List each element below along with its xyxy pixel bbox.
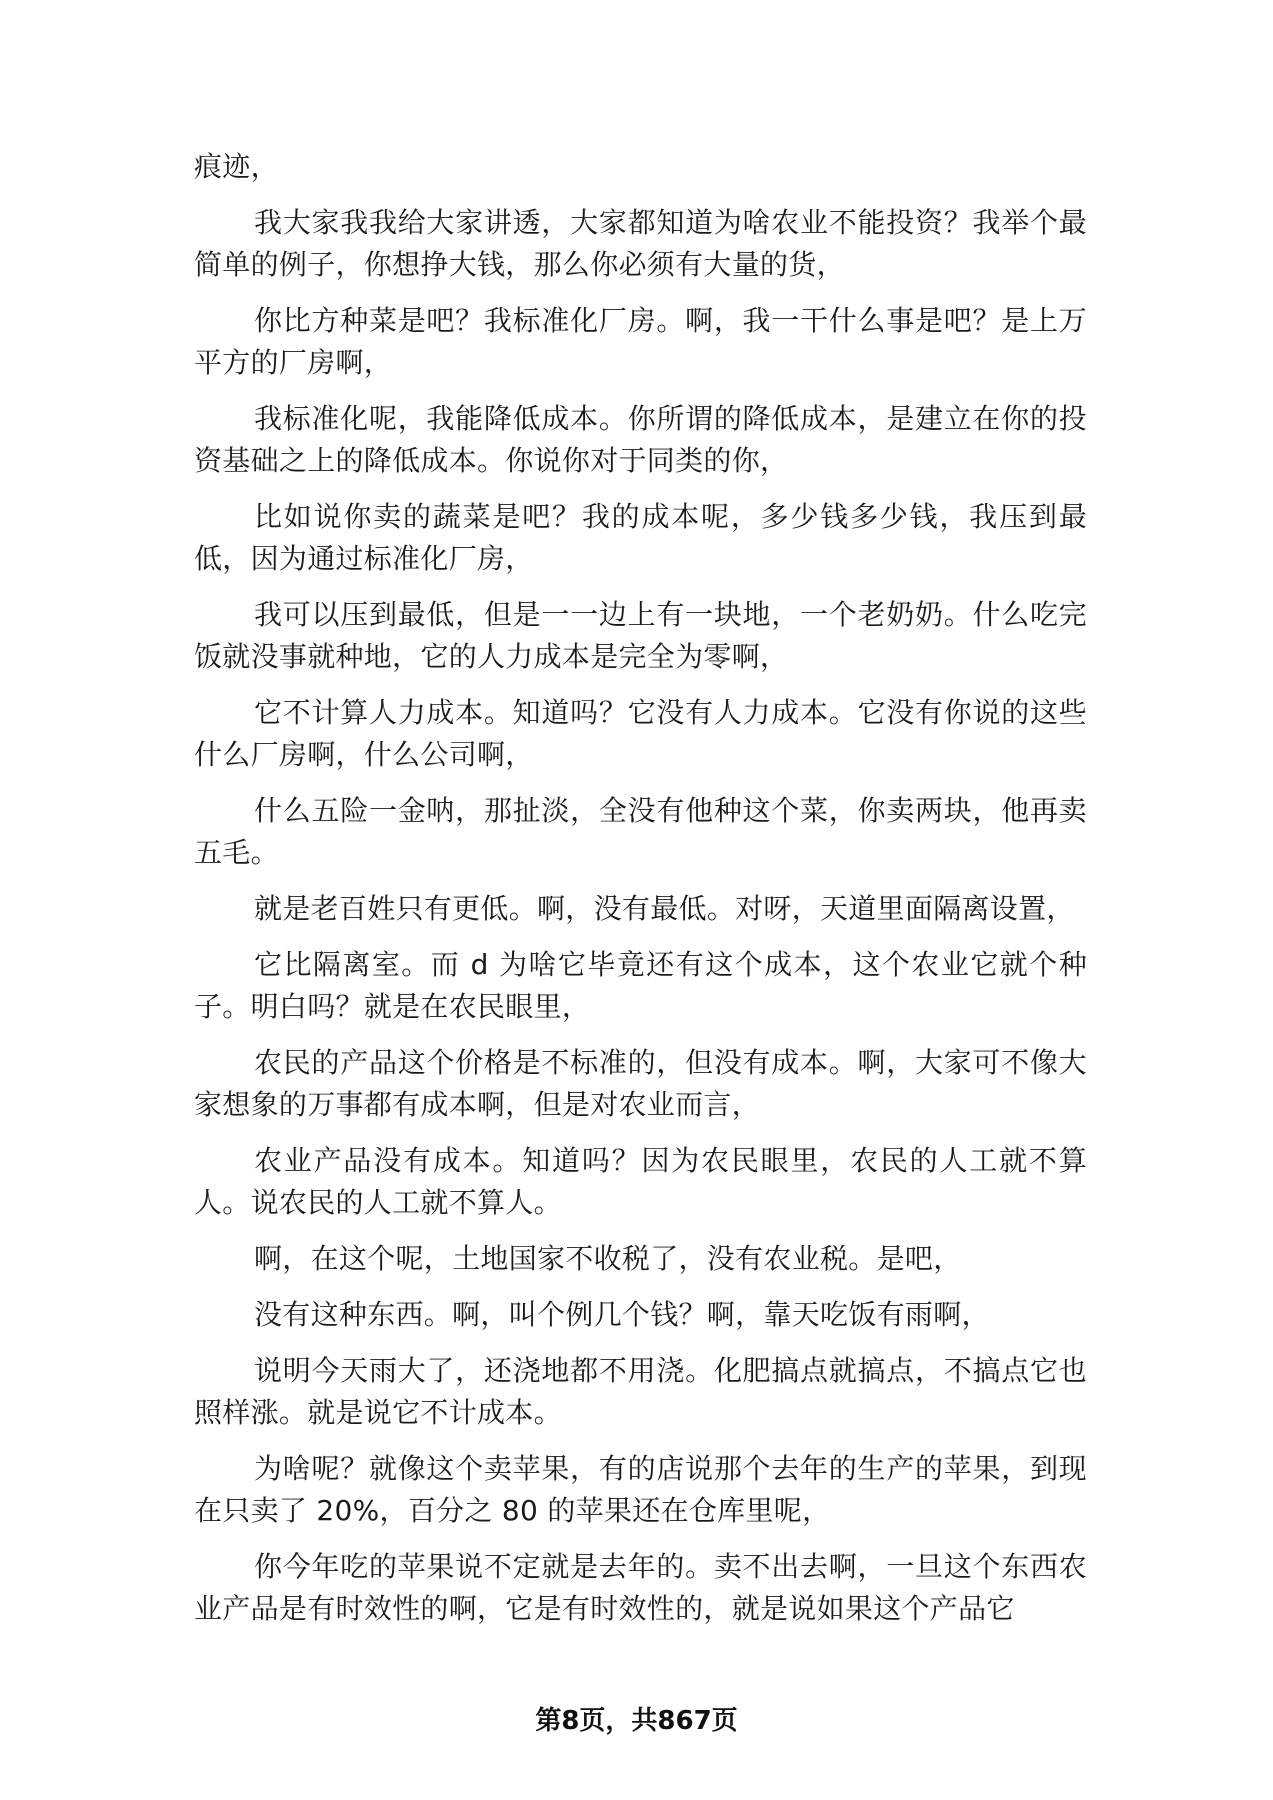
paragraph-5: 比如说你卖的蔬菜是吧？我的成本呢，多少钱多少钱，我压到最低，因为通过标准化厂房， [194, 500, 1087, 575]
paragraph-10: 它比隔离室。而 d 为啥它毕竟还有这个成本，这个农业它就个种子。明白吗？就是在农民眼里， [194, 948, 1087, 1023]
paragraph-7: 它不计算人力成本。知道吗？它没有人力成本。它没有你说的这些什么厂房啊，什么公司啊， [194, 696, 1087, 771]
paragraph-8: 什么五险一金呐，那扯淡，全没有他种这个菜，你卖两块，他再卖五毛。 [194, 794, 1087, 869]
paragraph-11: 农民的产品这个价格是不标准的，但没有成本。啊，大家可不像大家想象的万事都有成本啊，但是对农业而言， [194, 1046, 1087, 1121]
paragraph-3: 你比方种菜是吧？我标准化厂房。啊，我一干什么事是吧？是上万平方的厂房啊， [194, 304, 1087, 379]
paragraph-14: 没有这种东西。啊，叫个例几个钱？啊，靠天吃饭有雨啊， [254, 1298, 990, 1331]
paragraph-15: 说明今天雨大了，还浇地都不用浇。化肥搞点就搞点，不搞点它也照样涨。就是说它不计成本。 [194, 1354, 1087, 1429]
paragraph-17: 你今年吃的苹果说不定就是去年的。卖不出去啊，一旦这个东西农业产品是有时效性的啊，它是有时效性的，就是说如果这个产品它 [194, 1550, 1087, 1625]
paragraph-12: 农业产品没有成本。知道吗？因为农民眼里，农民的人工就不算人。说农民的人工就不算人。 [194, 1144, 1087, 1219]
paragraph-16: 为啥呢？就像这个卖苹果，有的店说那个去年的生产的苹果，到现在只卖了 20%，百分之 80 的苹果还在仓库里呢， [194, 1452, 1087, 1527]
document-body [194, 146, 1087, 1630]
paragraph-1: 痕迹， [194, 150, 279, 183]
paragraph-4: 我标准化呢，我能降低成本。你所谓的降低成本，是建立在你的投资基础之上的降低成本。你说你对于同类的你， [194, 402, 1087, 477]
paragraph-9: 就是老百姓只有更低。啊，没有最低。对呀，天道里面隔离设置， [254, 892, 1075, 925]
page-number-footer: 第8页，共867页 [535, 1706, 738, 1736]
paragraph-13: 啊，在这个呢，土地国家不收税了，没有农业税。是吧， [254, 1242, 962, 1275]
paragraph-2: 我大家我我给大家讲透，大家都知道为啥农业不能投资？我举个最简单的例子，你想挣大钱，那么你必须有大量的货， [194, 206, 1087, 281]
paragraph-6: 我可以压到最低，但是一一边上有一块地，一个老奶奶。什么吃完饭就没事就种地，它的人力成本是完全为零啊， [194, 598, 1087, 673]
